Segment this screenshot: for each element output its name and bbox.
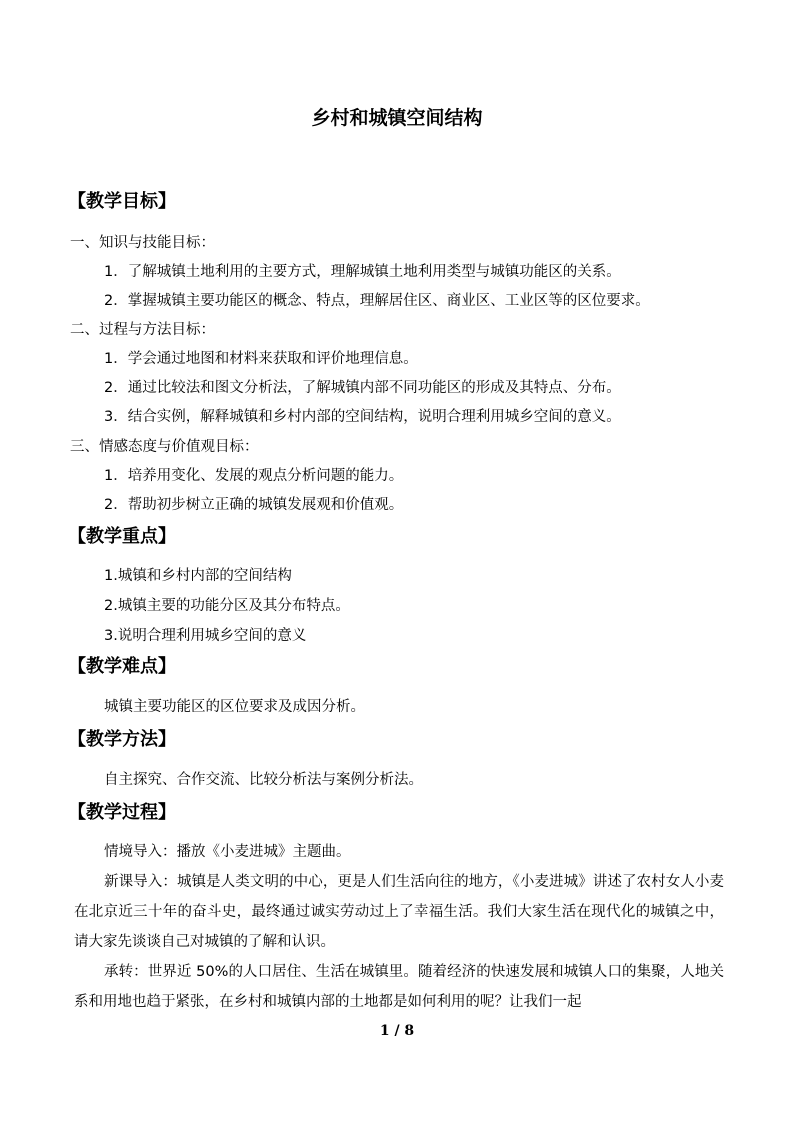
page-number: 1 / 8 — [379, 1023, 415, 1039]
section-heading-goals: 【教学目标】 — [68, 191, 176, 212]
methods-text: 自主探究、合作交流、比较分析法与案例分析法。 — [104, 772, 423, 788]
process-paragraph-lead-in: 新课导入：城镇是人类文明的中心，更是人们生活向往的地方，《小麦进城》讲述了农村女人小麦在北京近三十年的奋斗史，最终通过诚实劳动过上了幸福生活。我们大家生活在现代化的城镇之中，请大家先谈谈自己对城镇的了解和认识。 — [74, 874, 724, 950]
goal-group-label-knowledge: 一、知识与技能目标： — [70, 235, 215, 251]
key-point-item: 2.城镇主要的功能分区及其分布特点。 — [104, 598, 350, 614]
goal-item: 3．结合实例，解释城镇和乡村内部的空间结构，说明合理利用城乡空间的意义。 — [104, 409, 621, 425]
goal-item: 2．帮助初步树立正确的城镇发展观和价值观。 — [104, 497, 404, 513]
section-heading-difficulties: 【教学难点】 — [68, 656, 176, 677]
goal-item: 2．通过比较法和图文分析法，了解城镇内部不同功能区的形成及其特点、分布。 — [104, 380, 621, 396]
goal-item: 1．培养用变化、发展的观点分析问题的能力。 — [104, 468, 404, 484]
key-point-item: 1.城镇和乡村内部的空间结构 — [104, 568, 292, 584]
goal-group-label-process: 二、过程与方法目标： — [70, 322, 215, 338]
goal-group-label-attitude: 三、情感态度与价值观目标： — [70, 439, 259, 455]
section-heading-key-points: 【教学重点】 — [68, 526, 176, 547]
difficulty-text: 城镇主要功能区的区位要求及成因分析。 — [104, 699, 365, 715]
goal-item: 2．掌握城镇主要功能区的概念、特点，理解居住区、商业区、工业区等的区位要求。 — [104, 293, 650, 309]
page-title: 乡村和城镇空间结构 — [311, 107, 483, 129]
process-paragraph-intro: 情境导入：播放《小麦进城》主题曲。 — [104, 844, 351, 860]
key-point-item: 3.说明合理利用城乡空间的意义 — [104, 628, 307, 644]
goal-item: 1．了解城镇土地利用的主要方式，理解城镇土地利用类型与城镇功能区的关系。 — [104, 264, 621, 280]
process-paragraph-transition: 承转：世界近 50%的人口居住、生活在城镇里。随着经济的快速发展和城镇人口的集聚，人地关系和用地也趋于紧张，在乡村和城镇内部的土地都是如何利用的呢？让我们一起 — [74, 964, 724, 1010]
section-heading-process: 【教学过程】 — [68, 802, 176, 823]
section-heading-methods: 【教学方法】 — [68, 729, 176, 750]
goal-item: 1．学会通过地图和材料来获取和评价地理信息。 — [104, 351, 418, 367]
